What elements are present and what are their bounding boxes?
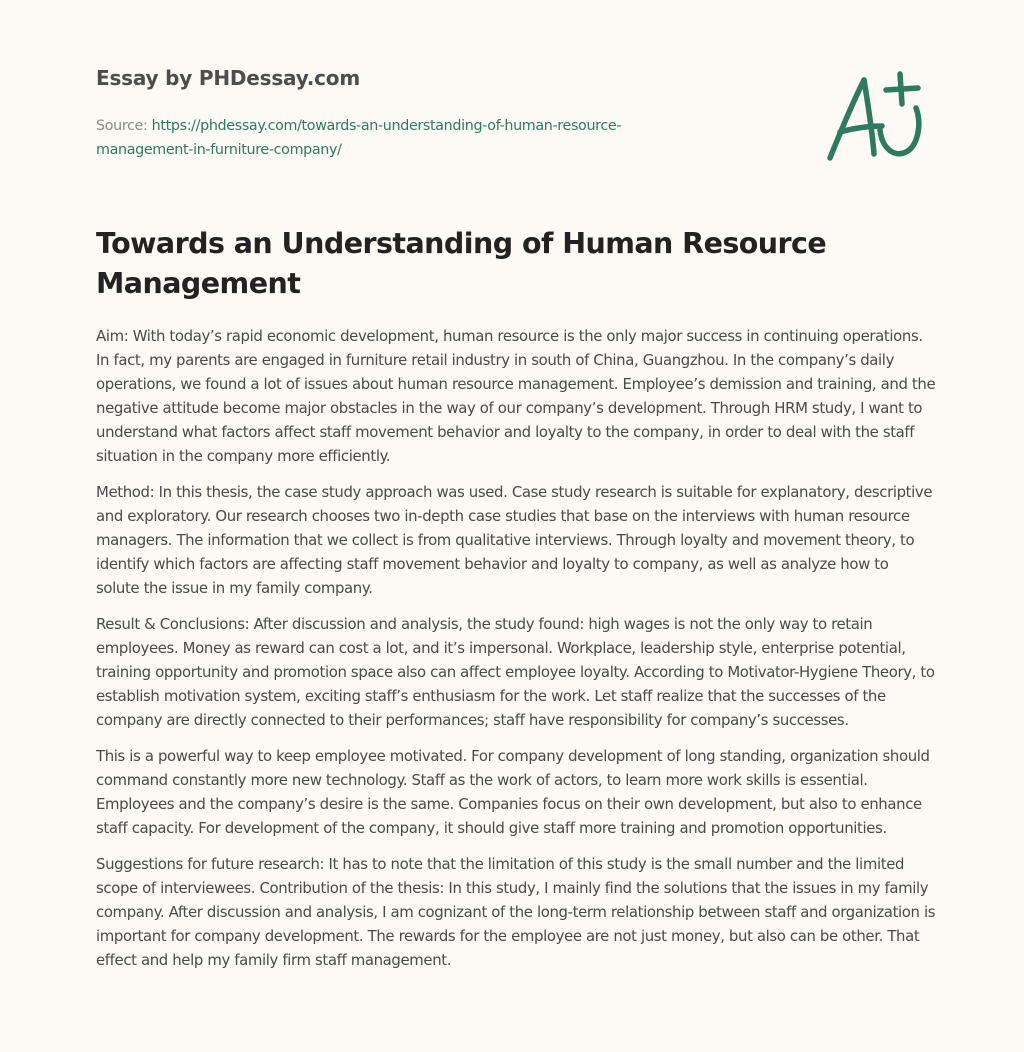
source-link-line-1: https://phdessay.com/towards-an-understanding-of-human-resource- [151,118,622,134]
paragraph-motivation: This is a powerful way to keep employee motivated. For company development of long standing, organization should command constantly more new technology. Staff as the work of actors, to learn more work skills is essential. Employees and the company’s desire is the same. Companies focus on their own development, but also to enhance staff capacity. For development of the company, it should give staff more training and promotion opportunities. [96,747,930,837]
paragraph-method: Method: In this thesis, the case study approach was used. Case study research is suitable for explanatory, descriptive and exploratory. Our research chooses two in-depth case studies that base on the interviews with human resource managers. The information that we collect is from qualitative interviews. Through loyalty and movement theory, to identify which factors are affecting staff movement behavior and loyalty to company, as well as analyze how to solute the issue in my family company. [96,483,933,597]
source-label: Source: [96,118,152,134]
site-title: Essay by PHDessay.com [96,66,360,90]
article-body [96,324,936,984]
paragraph-results: Result & Conclusions: After discussion and analysis, the study found: high wages is not the only way to retain employees. Money as reward can cost a lot, and it’s impersonal. Workplace, leadership style, enterprise potential, training opportunity and promotion space also can affect employee loyalty. According to Motivator-Hygiene Theory, to establish motivation system, exciting staff’s enthusiasm for the work. Let staff realize that the successes of the company are directly connected to their performances; staff have responsibility for company’s successes. [96,615,935,729]
header [96,64,736,162]
a-plus-logo-icon [820,68,930,164]
paragraph-aim: Aim: With today’s rapid economic development, human resource is the only major success in continuing operations. In fact, my parents are engaged in furniture retail industry in south of China, Guangzhou. In the company’s daily operations, we found a lot of issues about human resource management. Employee’s demission and training, and the negative attitude become major obstacles in the way of our company’s development. Through HRM study, I want to understand what factors affect staff movement behavior and loyalty to the company, in order to deal with the staff situation in the company more efficiently. [96,327,936,465]
paragraph-suggestions: Suggestions for future research: It has to note that the limitation of this study is the small number and the limited scope of interviewees. Contribution of the thesis: In this study, I mainly find the solutions that the issues in my family company. After discussion and analysis, I am cognizant of the long-term relationship between staff and organization is important for company development. The rewards for the employee are not just money, but also can be other. That effect and help my family firm staff management. [96,855,936,969]
source-link-line-2: management-in-furniture-company/ [96,142,342,158]
source-line [96,114,736,162]
article-title: Towards an Understanding of Human Resource Management [96,227,827,300]
source-link[interactable] [96,118,621,158]
